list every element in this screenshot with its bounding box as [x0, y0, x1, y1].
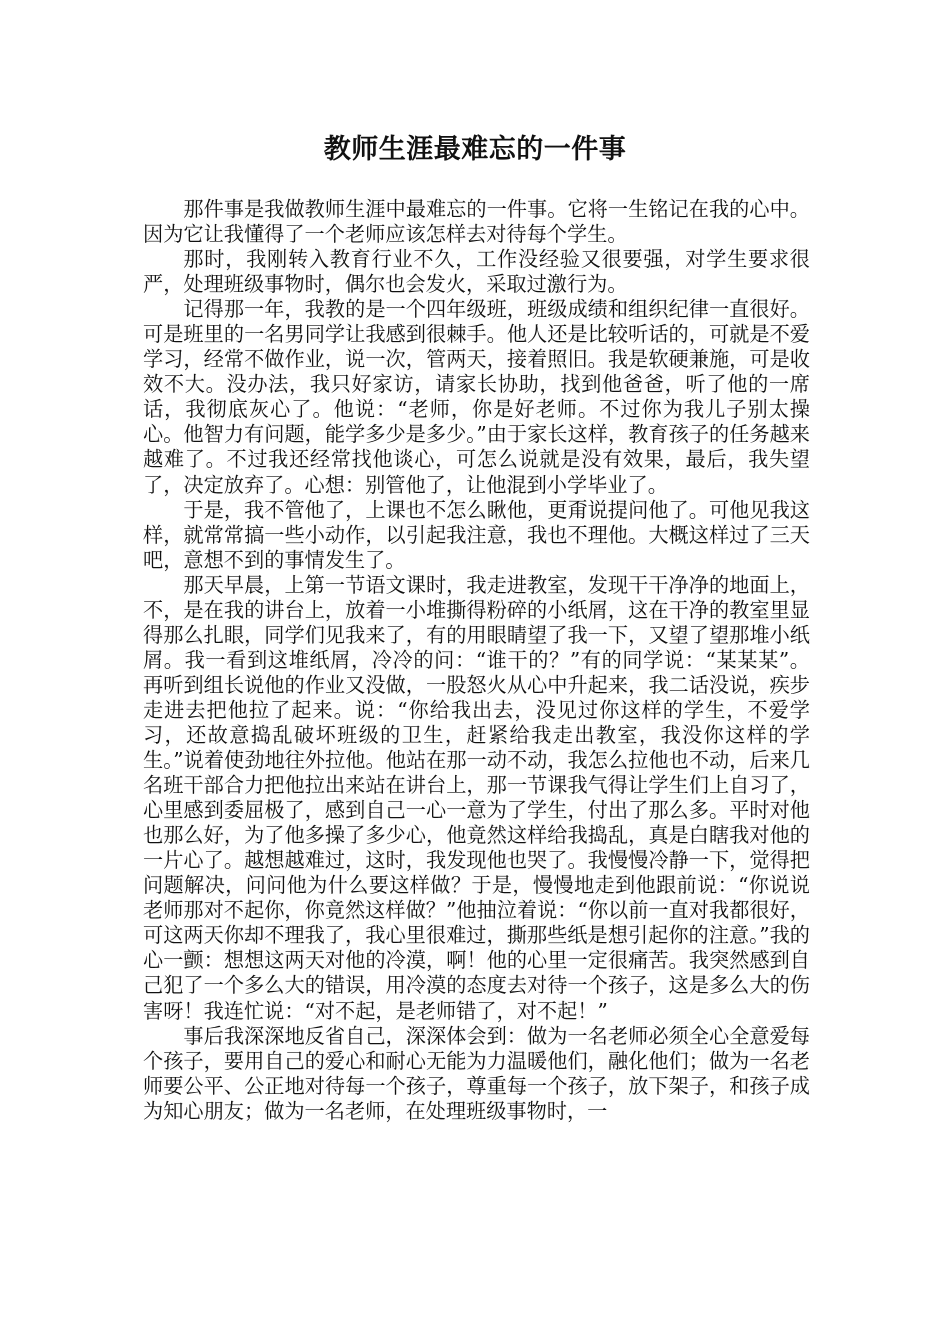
paragraph: 那件事是我做教师生涯中最难忘的一件事。它将一生铭记在我的心中。因为它让我懂得了一个老师应该怎样去对待每个学生。 [143, 197, 810, 247]
paragraph: 记得那一年，我教的是一个四年级班，班级成绩和组织纪律一直很好。可是班里的一名男同学让我感到很棘手。他人还是比较听话的，可就是不爱学习，经常不做作业，说一次，管两天，接着照旧。我是软硬兼施，可是收效不大。没办法，我只好家访，请家长协助，找到他爸爸，听了他的一席话，我彻底灰心了。他说：“老师，你是好老师。不过你为我儿子别太操心。他智力有问题，能学多少是多少。”由于家长这样，教育孩子的任务越来越难了。不过我还经常找他谈心，可怎么说就是没有效果，最后，我失望了，决定放弃了。心想：别管他了，让他混到小学毕业了。 [143, 297, 810, 497]
document-body [143, 197, 810, 1124]
paragraph: 那天早晨，上第一节语文课时，我走进教室，发现干干净净的地面上，不，是在我的讲台上，放着一小堆撕得粉碎的小纸屑，这在干净的教室里显得那么扎眼，同学们见我来了，有的用眼睛望了我一下，又望了望那堆小纸屑。我一看到这堆纸屑，冷冷的问：“谁干的？”有的同学说：“某某某”。再听到组长说他的作业又没做，一股怒火从心中升起来，我二话没说，疾步走进去把他拉了起来。说：“你给我出去，没见过你这样的学生，不爱学习，还故意捣乱破坏班级的卫生，赶紧给我走出教室，我没你这样的学生。”说着使劲地往外拉他。他站在那一动不动，我怎么拉他也不动，后来几名班干部合力把他拉出来站在讲台上，那一节课我气得让学生们上自习了，心里感到委屈极了，感到自己一心一意为了学生，付出了那么多。平时对他也那么好，为了他多操了多少心，他竟然这样给我捣乱，真是白瞎我对他的一片心了。越想越难过，这时，我发现他也哭了。我慢慢冷静一下，觉得把问题解决，问问他为什么要这样做？于是，慢慢地走到他跟前说：“你说说老师那对不起你，你竟然这样做？”他抽泣着说：“你以前一直对我都很好，可这两天你却不理我了，我心里很难过，撕那些纸是想引起你的注意。”我的心一颤：想想这两天对他的冷漠，啊！他的心里一定很痛苦。我突然感到自己犯了一个多么大的错误，用冷漠的态度去对待一个孩子，这是多么大的伤害呀！我连忙说：“对不起，是老师错了，对不起！” [143, 572, 810, 1023]
paragraph: 那时，我刚转入教育行业不久，工作没经验又很要强，对学生要求很严，处理班级事物时，偶尔也会发火，采取过激行为。 [143, 247, 810, 297]
paragraph: 事后我深深地反省自己，深深体会到：做为一名老师必须全心全意爱每个孩子，要用自己的爱心和耐心无能为力温暖他们，融化他们；做为一名老师要公平、公正地对待每一个孩子，尊重每一个孩子，放下架子，和孩子成为知心朋友；做为一名老师，在处理班级事物时，一 [143, 1023, 810, 1123]
paragraph: 于是，我不管他了，上课也不怎么瞅他，更甭说提问他了。可他见我这样，就常常搞一些小动作，以引起我注意，我也不理他。大概这样过了三天吧，意想不到的事情发生了。 [143, 497, 810, 572]
document-title: 教师生涯最难忘的一件事 [323, 134, 627, 165]
